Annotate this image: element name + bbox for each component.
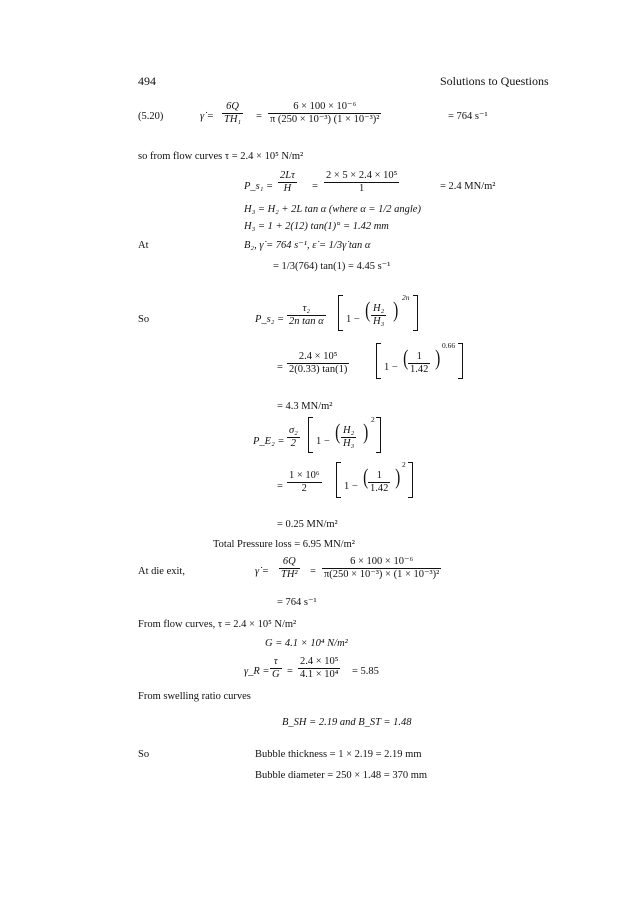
open-paren: ( xyxy=(335,419,341,444)
fraction-denominator: π(250 × 10⁻³) × (1 × 10⁻³)² xyxy=(324,569,440,581)
open-paren: ( xyxy=(363,464,369,489)
fraction-numerator: 2 × 5 × 2.4 × 10⁵ xyxy=(326,170,398,181)
fraction-numerator: 2Lτ xyxy=(280,170,295,181)
label-so: So xyxy=(138,314,150,325)
fraction-denominator: TH² xyxy=(281,569,298,581)
page-number: 494 xyxy=(138,74,156,88)
text-line: = 4.3 MN/m² xyxy=(277,401,333,412)
text-line: B₂, γ̇ = 764 s⁻¹, ε̇ = 1/3γ̇ tan α xyxy=(244,240,371,251)
equation-label: (5.20) xyxy=(138,111,164,122)
pressure-s2-lhs: P_s₂ = xyxy=(255,314,285,325)
running-title: Solutions to Questions xyxy=(440,74,549,88)
fraction-1-142 xyxy=(408,351,430,376)
strain-result: = 5.85 xyxy=(352,666,379,677)
bracket-term: 1 − xyxy=(384,362,398,373)
bracket-term: 1 − xyxy=(344,481,358,492)
fraction-numerator: 6Q xyxy=(226,101,239,112)
fraction-denominator: H₃ xyxy=(373,316,385,328)
close-paren: ) xyxy=(393,297,399,322)
open-paren: ( xyxy=(365,297,371,322)
bracket-term: 1 − xyxy=(316,436,330,447)
left-bracket xyxy=(376,343,381,379)
bubble-thickness: Bubble thickness = 1 × 2.19 = 2.19 mm xyxy=(255,749,422,760)
label-so: So xyxy=(138,749,150,760)
fraction-denominator: 2n tan α xyxy=(289,316,324,328)
pressure-e2-lhs: P_E₂ = xyxy=(253,436,285,447)
fraction-strain-values xyxy=(298,656,340,681)
bracket-term: 1 − xyxy=(346,314,360,325)
fraction-denominator: H xyxy=(283,183,292,195)
fraction-numerator: H₂ xyxy=(373,303,385,314)
fraction-denominator: 4.1 × 10⁴ xyxy=(300,669,339,681)
fraction-numerator: τ₂ xyxy=(302,303,311,314)
fraction-pe2-values xyxy=(287,470,322,495)
fraction-numerator: 6Q xyxy=(282,556,296,567)
pressure-s1-result: = 2.4 MN/m² xyxy=(440,181,496,192)
equals-sign: = xyxy=(277,481,283,492)
exponent: 2 xyxy=(402,460,406,469)
fraction-denominator: 1.42 xyxy=(410,364,429,376)
fraction-6q-th2 xyxy=(279,556,300,581)
fraction-flow-values xyxy=(322,556,441,581)
fraction-6q-th1 xyxy=(222,101,243,126)
fraction-numerator: τ xyxy=(273,656,278,667)
close-paren: ) xyxy=(395,464,401,489)
text-line: H₃ = 1 + 2(12) tan(1)° = 1.42 mm xyxy=(244,221,389,232)
shear-rate-lhs: γ̇ = xyxy=(255,566,269,577)
exponent: 2n xyxy=(402,293,410,302)
fraction-numerator: 6 × 100 × 10⁻⁶ xyxy=(350,556,414,567)
bubble-diameter: Bubble diameter = 250 × 1.48 = 370 mm xyxy=(255,770,428,781)
shear-rate-lhs: γ̇ = xyxy=(200,111,214,122)
close-paren: ) xyxy=(363,419,369,444)
fraction-denominator: G xyxy=(272,669,280,681)
fraction-numerator: 1 xyxy=(376,470,382,481)
fraction-flow-values xyxy=(268,101,381,126)
fraction-numerator: H₂ xyxy=(343,425,355,436)
right-bracket xyxy=(458,343,463,379)
fraction-denominator: 2 xyxy=(290,438,297,450)
text-line: G = 4.1 × 10⁴ N/m² xyxy=(265,638,348,649)
fraction-2ltau-h xyxy=(278,170,297,195)
fraction-sigma2-2 xyxy=(287,425,300,450)
left-bracket xyxy=(308,417,313,453)
fraction-h2-h3 xyxy=(341,425,356,450)
equals-sign: = xyxy=(287,666,293,677)
fraction-denominator: 1 xyxy=(359,183,365,195)
fraction-numerator: 1 × 10⁶ xyxy=(289,470,320,481)
equals-sign: = xyxy=(277,362,283,373)
right-bracket xyxy=(413,295,418,331)
fraction-denominator: 2 xyxy=(301,483,307,495)
close-paren: ) xyxy=(435,345,441,370)
fraction-h2-h3 xyxy=(371,303,386,328)
fraction-ps2-values xyxy=(287,351,349,376)
equals-sign: = xyxy=(310,566,316,577)
swelling-ratios: B_SH = 2.19 and B_ST = 1.48 xyxy=(282,717,412,728)
fraction-ps1-values xyxy=(324,170,399,195)
shear-rate-result: = 764 s⁻¹ xyxy=(448,111,488,122)
fraction-1-142 xyxy=(368,470,390,495)
fraction-numerator: 2.4 × 10⁵ xyxy=(298,351,338,362)
equals-sign: = xyxy=(312,181,318,192)
total-pressure-loss: Total Pressure loss = 6.95 MN/m² xyxy=(213,539,355,550)
right-bracket xyxy=(408,462,413,498)
text-line: = 0.25 MN/m² xyxy=(277,519,338,530)
text-line: From flow curves, τ = 2.4 × 10⁵ N/m² xyxy=(138,619,297,630)
fraction-denominator: TH₁ xyxy=(224,114,242,126)
right-bracket xyxy=(376,417,381,453)
fraction-numerator: 2.4 × 10⁵ xyxy=(300,656,339,667)
fraction-denominator: 1.42 xyxy=(370,483,389,495)
text-line: H₃ = H₂ + 2L tan α (where α = 1/2 angle) xyxy=(244,204,421,215)
left-bracket xyxy=(336,462,341,498)
text-line: = 1/3(764) tan(1) = 4.45 s⁻¹ xyxy=(273,261,391,272)
exponent: 0.66 xyxy=(442,341,456,350)
fraction-tau-g xyxy=(270,656,282,681)
equals-sign: = xyxy=(256,111,262,122)
fraction-denominator: H₃ xyxy=(343,438,355,450)
fraction-numerator: 6 × 100 × 10⁻⁶ xyxy=(293,101,357,112)
text-line: From swelling ratio curves xyxy=(138,691,251,702)
pressure-s1-lhs: P_s₁ = xyxy=(244,181,274,192)
left-bracket xyxy=(338,295,343,331)
label-at: At xyxy=(138,240,149,251)
recoverable-strain-lhs: γ_R = xyxy=(244,666,270,677)
fraction-denominator: π (250 × 10⁻³) (1 × 10⁻³)² xyxy=(270,114,380,126)
exponent: 2 xyxy=(371,415,375,424)
fraction-numerator: 1 xyxy=(416,351,422,362)
fraction-denominator: 2(0.33) tan(1) xyxy=(289,364,348,376)
fraction-numerator: σ₂ xyxy=(289,425,298,436)
open-paren: ( xyxy=(403,345,409,370)
text-line: = 764 s⁻¹ xyxy=(277,597,317,608)
text-line: so from flow curves τ = 2.4 × 10⁵ N/m² xyxy=(138,151,304,162)
fraction-tau2-2ntan xyxy=(287,303,326,328)
label-at-die-exit: At die exit, xyxy=(138,566,185,577)
